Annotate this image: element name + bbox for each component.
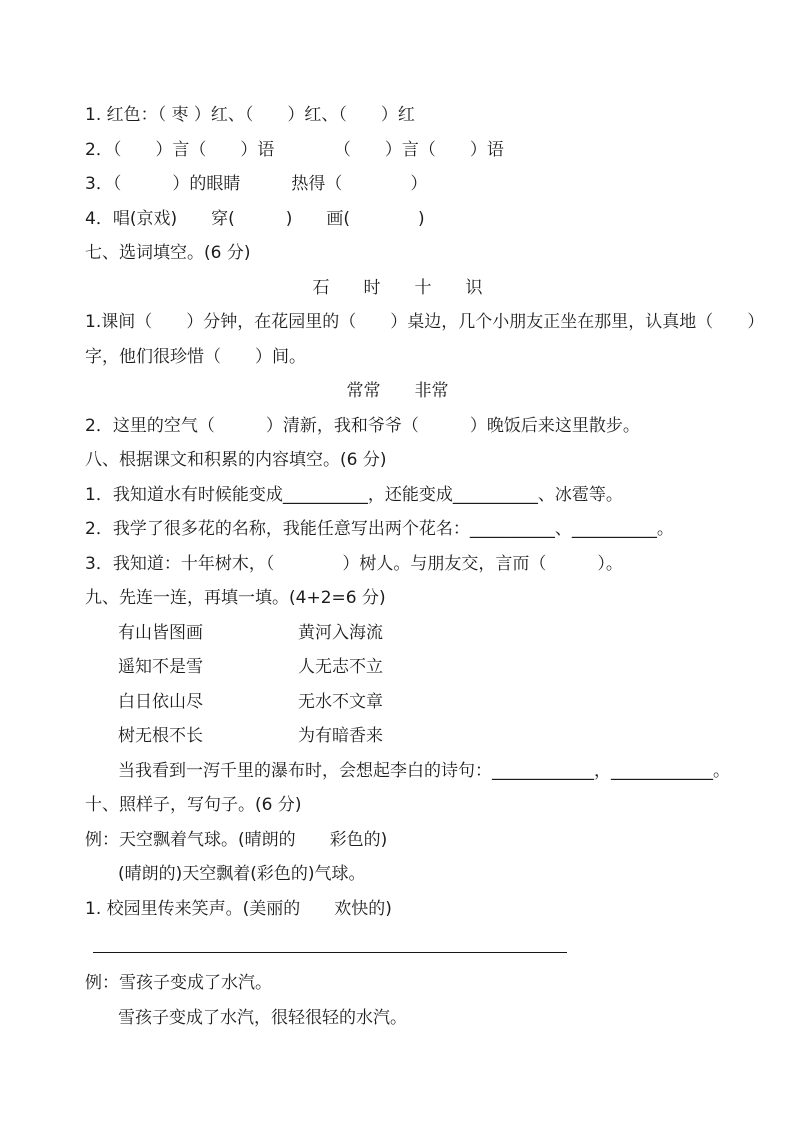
match-pair-left: 遥知不是雪	[118, 657, 203, 677]
match-pair-left: 有山皆图画	[118, 622, 203, 643]
match-pair-row	[85, 650, 755, 685]
question-item: 3．（ ）的眼睛 热得（ ）	[85, 174, 428, 194]
question-item: 2．这里的空气（ ）清新，我和爷爷（ ）晚饭后来这里散步。	[85, 415, 640, 436]
question-item: 2．我学了很多花的名称，我能任意写出两个花名：__________、__________。	[85, 519, 674, 539]
example-sentence: 例：雪孩子变成了水汽。	[85, 973, 272, 993]
question-item: 1. 红色：（ 枣 ）红、（ ）红、（ ）红	[85, 105, 415, 125]
match-pair-row	[85, 685, 755, 720]
match-pair-row	[85, 719, 755, 754]
question-item: 1．我知道水有时候能变成__________，还能变成__________、冰雹等。	[85, 484, 623, 505]
example-answer: 雪孩子变成了水汽，很轻很轻的水汽。	[118, 1007, 407, 1028]
question-item: 2．（ ）言（ ）语 （ ）言（ ）语	[85, 139, 504, 160]
match-pair-right: 为有暗香来	[298, 726, 383, 746]
question-item: 1.课间（ ）分钟，在花园里的（ ）桌边，几个小朋友正坐在那里，认真地（ ）	[85, 312, 765, 332]
section-7-word-bank-1: 石 时 十 识	[312, 277, 483, 298]
question-item: 4．唱(京戏) 穿( ) 画( )	[85, 208, 425, 229]
question-item: 当我看到一泻千里的瀑布时，会想起李白的诗句：____________，____________。	[118, 760, 730, 781]
example-sentence: 例：天空飘着气球。(晴朗的 彩色的)	[85, 829, 388, 850]
section-8-heading: 八、根据课文和积累的内容填空。(6 分)	[85, 450, 387, 470]
section-7-heading: 七、选词填空。(6 分)	[85, 243, 251, 263]
match-pair-right: 无水不文章	[298, 691, 383, 712]
match-pair-right: 人无志不立	[298, 657, 383, 677]
question-item: 1. 校园里传来笑声。(美丽的 欢快的)	[85, 898, 392, 919]
example-answer: (晴朗的)天空飘着(彩色的)气球。	[118, 864, 366, 884]
match-pair-right: 黄河入海流	[298, 622, 383, 643]
question-item-wrap: 字，他们很珍惜（ ）间。	[85, 346, 306, 367]
match-pair-row	[85, 616, 755, 651]
section-10-heading: 十、照样子，写句子。(6 分)	[85, 795, 302, 815]
match-pair-left: 白日依山尽	[118, 691, 203, 712]
answer-blank-line	[93, 952, 567, 953]
section-9-heading: 九、先连一连，再填一填。(4+2=6 分)	[85, 588, 386, 608]
question-item: 3．我知道：十年树木，（ ）树人。与朋友交，言而（ ）。	[85, 553, 623, 574]
exam-content	[85, 98, 765, 1035]
section-7-word-bank-2: 常常 非常	[346, 381, 449, 401]
match-pair-left: 树无根不长	[118, 726, 203, 746]
